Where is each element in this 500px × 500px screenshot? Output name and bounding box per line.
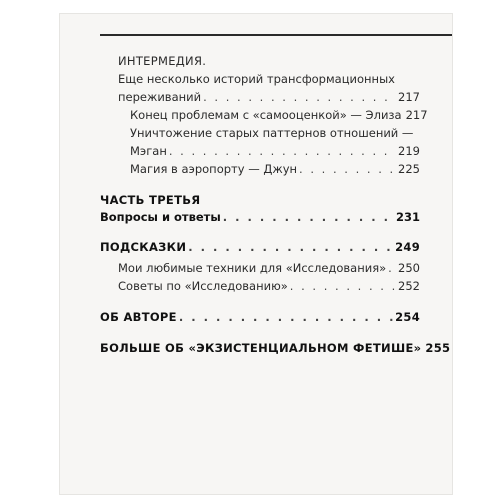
page-number: 217	[405, 108, 428, 122]
page-number: 250	[398, 261, 420, 275]
entry-title: ОБ АВТОРЕ	[100, 310, 177, 324]
top-rule	[100, 34, 452, 36]
intermedia-heading: ИНТЕРМЕДИЯ.	[118, 54, 207, 68]
toc-entry-hints[interactable]	[100, 240, 420, 254]
toc-entry-qa[interactable]	[100, 210, 420, 224]
toc-entry-more-about[interactable]	[100, 341, 451, 355]
entry-title: Вопросы и ответы	[100, 210, 221, 224]
entry-title: Мэган	[130, 144, 167, 158]
book-page	[60, 14, 452, 494]
leader-dots	[223, 210, 394, 224]
toc-entry-techniques[interactable]	[118, 261, 420, 275]
toc-entry-tips[interactable]	[118, 279, 420, 293]
leader-dots	[299, 162, 396, 176]
page-number: 225	[398, 162, 420, 176]
intermedia-subtitle-line1: Еще несколько историй трансформационных	[118, 72, 395, 86]
page-number: 217	[398, 90, 420, 104]
leader-dots	[179, 310, 393, 324]
page-number: 219	[398, 144, 420, 158]
toc-entry-june[interactable]	[130, 162, 420, 176]
entry-title: Конец проблемам с «самооценкой» — Элиза	[130, 108, 402, 122]
toc-entry-intermedia[interactable]	[118, 90, 420, 104]
page-number: 255	[425, 341, 451, 355]
entry-title: Советы по «Исследованию»	[118, 279, 288, 293]
part-three-heading: ЧАСТЬ ТРЕТЬЯ	[100, 193, 201, 207]
toc-entry-eliza[interactable]	[130, 108, 428, 122]
leader-dots	[203, 90, 396, 104]
leader-dots	[188, 240, 393, 254]
page-number: 231	[395, 210, 420, 224]
entry-title: БОЛЬШЕ ОБ «ЭКЗИСТЕНЦИАЛЬНОМ ФЕТИШЕ»	[100, 341, 422, 355]
entry-title: переживаний	[118, 90, 202, 104]
entry-title: Магия в аэропорту — Джун	[130, 162, 298, 176]
entry-title: Мои любимые техники для «Исследования»	[118, 261, 387, 275]
leader-dots	[290, 279, 396, 293]
leader-dots	[169, 144, 396, 158]
page-number: 252	[398, 279, 420, 293]
entry-title-line1: Уничтожение старых паттернов отношений —	[130, 126, 414, 140]
page-number: 254	[395, 310, 420, 324]
entry-title: ПОДСКАЗКИ	[100, 240, 187, 254]
toc-entry-about-author[interactable]	[100, 310, 420, 324]
page-number: 249	[395, 240, 420, 254]
leader-dots	[388, 261, 396, 275]
toc-entry-megan[interactable]	[130, 144, 420, 158]
